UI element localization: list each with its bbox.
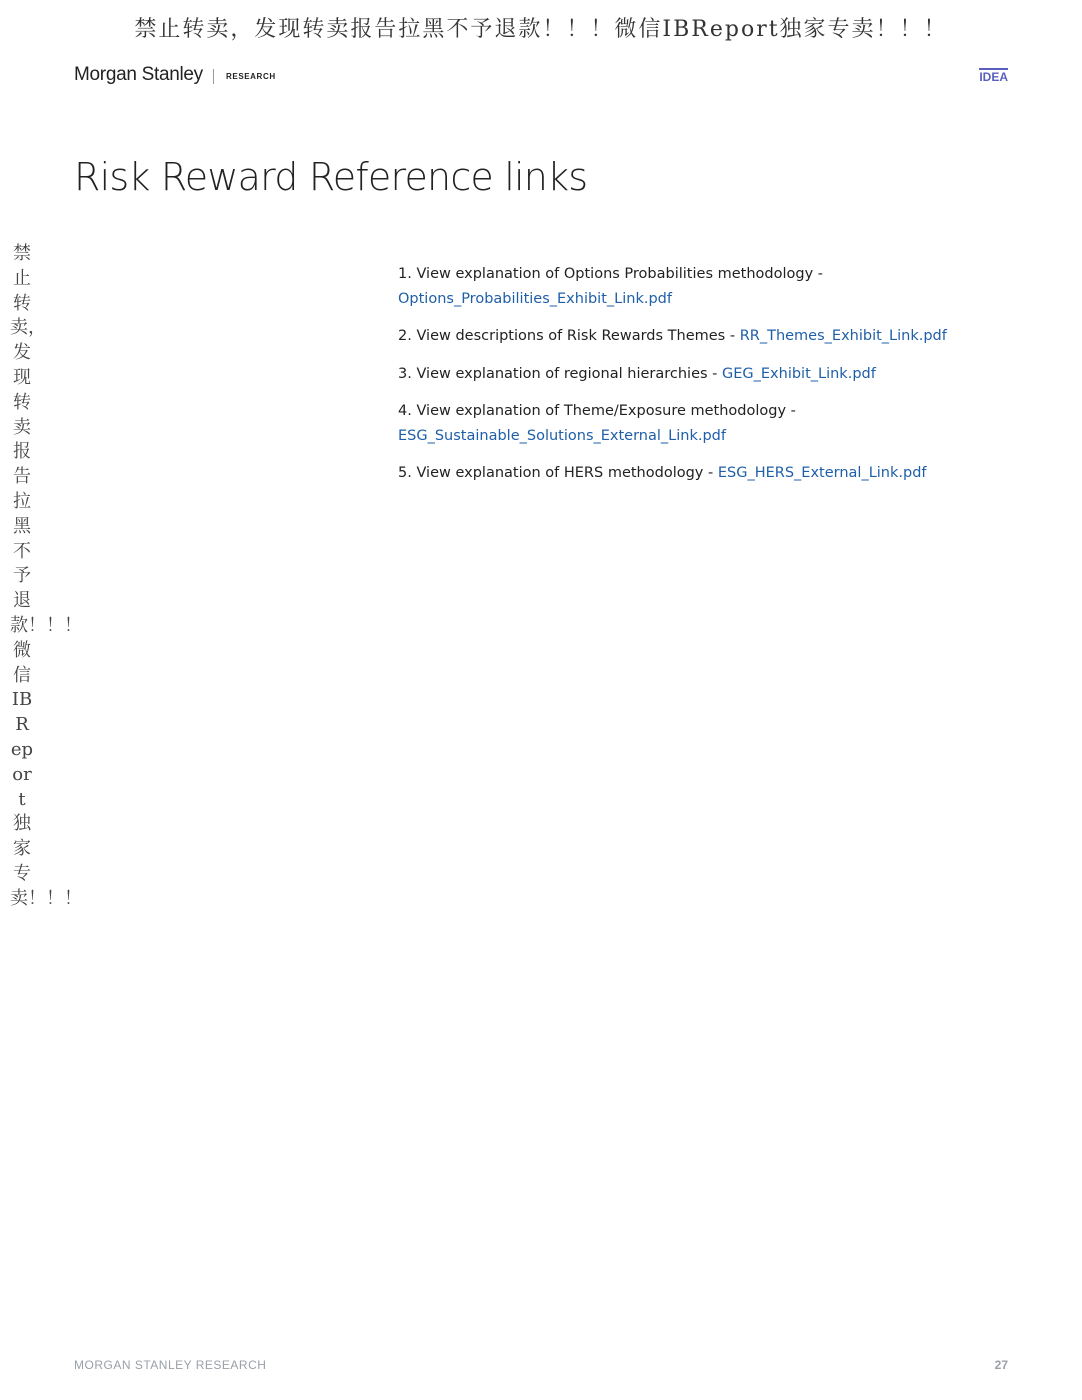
watermark-side: 禁止转卖，发现转卖报告拉黑不予退款！！！微信IBReport独家专卖！！！ [10, 243, 82, 909]
list-item [398, 461, 998, 486]
watermark-top: 禁止转卖，发现转卖报告拉黑不予退款！！！微信IBReport独家专卖！！！ [134, 17, 948, 42]
list-item [398, 324, 998, 349]
page-number: 27 [994, 1358, 1008, 1372]
link-description: 4. View explanation of Theme/Exposure methodology - [398, 403, 796, 419]
idea-badge: IDEA [979, 70, 1008, 84]
list-item [398, 262, 998, 311]
section-label: RESEARCH [226, 72, 276, 81]
link-description: 2. View descriptions of Risk Rewards Themes - [398, 328, 736, 344]
rr-themes-link[interactable]: RR_Themes_Exhibit_Link.pdf [739, 328, 947, 344]
brand-logo: Morgan Stanley [74, 64, 203, 85]
link-description: 3. View explanation of regional hierarchies - [398, 365, 718, 382]
esg-sustainable-solutions-link[interactable]: ESG_Sustainable_Solutions_External_Link.pdf [398, 427, 726, 444]
link-description: 1. View explanation of Options Probabilities methodology - [398, 266, 824, 282]
list-item [398, 362, 998, 387]
list-item [398, 399, 998, 448]
link-description: 5. View explanation of HERS methodology - [398, 465, 714, 481]
options-probabilities-link[interactable]: Options_Probabilities_Exhibit_Link.pdf [398, 290, 672, 307]
reference-links-list [398, 262, 998, 499]
geg-exhibit-link[interactable]: GEG_Exhibit_Link.pdf [722, 365, 876, 382]
brand-divider [213, 69, 214, 84]
page-header [74, 64, 1008, 90]
page-title: Risk Reward Reference links [74, 155, 588, 199]
footer-label: MORGAN STANLEY RESEARCH [74, 1358, 267, 1372]
esg-hers-link[interactable]: ESG_HERS_External_Link.pdf [717, 465, 927, 481]
